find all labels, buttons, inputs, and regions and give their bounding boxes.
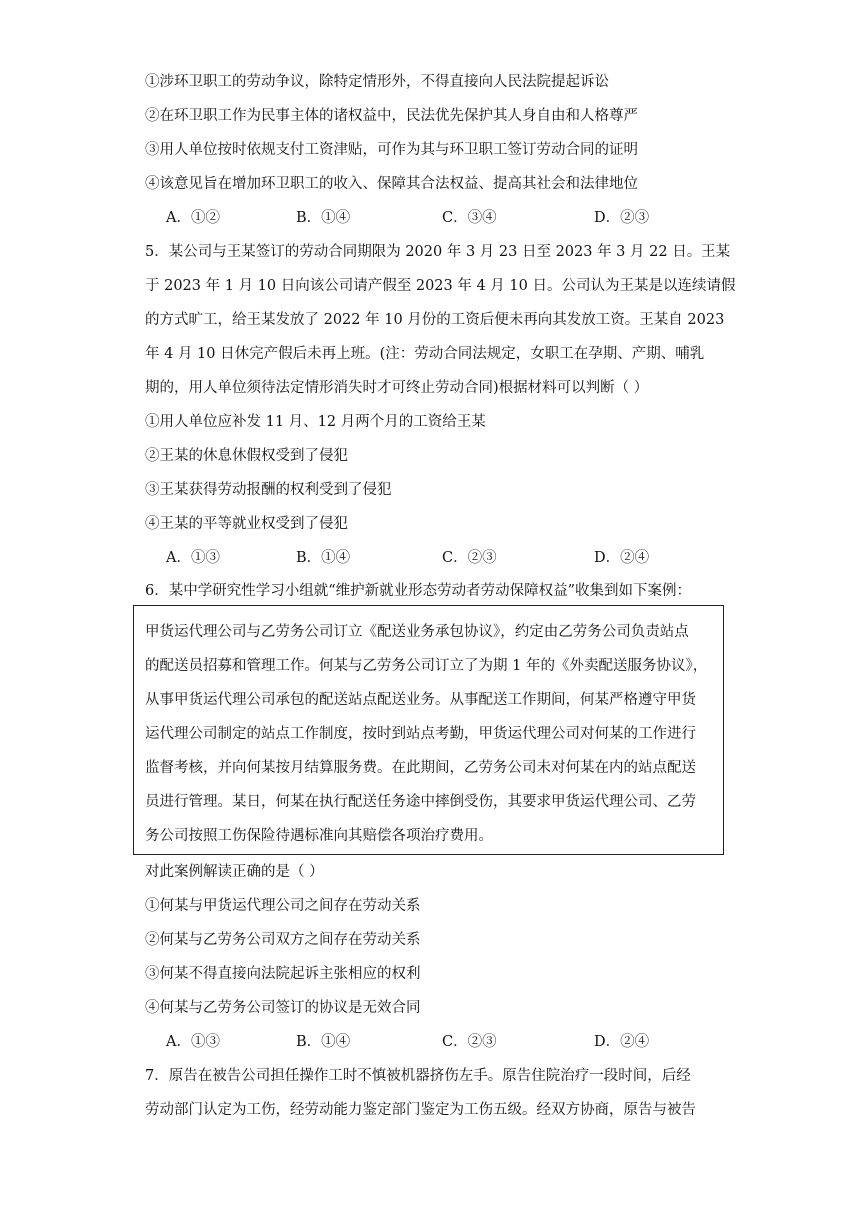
q4-choices xyxy=(166,208,726,228)
q5-choice-b: B．①④ xyxy=(296,550,351,566)
q6-case-line-6: 员进行管理。某日，何某在执行配送任务途中摔倒受伤，其要求甲货运代理公司、乙劳 xyxy=(145,794,696,810)
q6-option-4: ④何某与乙劳务公司签订的协议是无效合同 xyxy=(145,1000,421,1016)
q6-choice-c: C．②③ xyxy=(442,1034,497,1050)
q5-choices xyxy=(166,548,726,568)
q6-case-line-7: 务公司按照工伤保险待遇标准向其赔偿各项治疗费用。 xyxy=(145,828,493,844)
q4-option-1: ①涉环卫职工的劳动争议，除特定情形外，不得直接向人民法院提起诉讼 xyxy=(145,74,609,90)
q5-option-3: ③王某获得劳动报酬的权利受到了侵犯 xyxy=(145,482,392,498)
q6-choice-d: D．②④ xyxy=(594,1034,650,1050)
q5-option-1: ①用人单位应补发 11 月、12 月两个月的工资给王某 xyxy=(145,414,486,430)
q4-option-3: ③用人单位按时依规支付工资津贴，可作为其与环卫职工签订劳动合同的证明 xyxy=(145,142,638,158)
q5-choice-d: D．②④ xyxy=(594,550,650,566)
q5-option-4: ④王某的平等就业权受到了侵犯 xyxy=(145,516,348,532)
q6-case-line-3: 从事甲货运代理公司承包的配送站点配送业务。从事配送工作期间，何某严格遵守甲货 xyxy=(145,692,696,708)
q5-stem-line-5: 期的，用人单位须待法定情形消失时才可终止劳动合同)根据材料可以判断（ ） xyxy=(145,380,649,396)
q4-choice-a: A．①② xyxy=(166,210,220,226)
q5-choice-c: C．②③ xyxy=(442,550,497,566)
q4-choice-c: C．③④ xyxy=(442,210,497,226)
q6-stem: 6．某中学研究性学习小组就“维护新就业形态劳动者劳动保障权益”收集到如下案例： xyxy=(145,583,692,599)
q6-choice-b: B．①④ xyxy=(296,1034,351,1050)
q5-stem-line-2: 于 2023 年 1 月 10 日向该公司请产假至 2023 年 4 月 10 日。公司认为王某是以连续请假 xyxy=(145,278,736,294)
q6-option-1: ①何某与甲货运代理公司之间存在劳动关系 xyxy=(145,898,421,914)
q6-case-line-2: 的配送员招募和管理工作。何某与乙劳务公司订立了为期 1 年的《外卖配送服务协议》， xyxy=(145,658,708,674)
q6-case-line-5: 监督考核，并向何某按月结算服务费。在此期间，乙劳务公司未对何某在内的站点配送 xyxy=(145,760,696,776)
q4-choice-d: D．②③ xyxy=(594,210,650,226)
q6-case-line-4: 运代理公司制定的站点工作制度，按时到站点考勤，甲货运代理公司对何某的工作进行 xyxy=(145,726,696,742)
q4-choice-b: B．①④ xyxy=(296,210,351,226)
q4-option-2: ②在环卫职工作为民事主体的诸权益中，民法优先保护其人身自由和人格尊严 xyxy=(145,108,638,124)
q5-stem-line-4: 年 4 月 10 日休完产假后未再上班。(注：劳动合同法规定，女职工在孕期、产期、哺乳 xyxy=(145,346,705,362)
q6-option-2: ②何某与乙劳务公司双方之间存在劳动关系 xyxy=(145,932,421,948)
q6-question: 对此案例解读正确的是（ ） xyxy=(145,864,324,880)
q5-stem-line-3: 的方式旷工，给王某发放了 2022 年 10 月份的工资后便未再向其发放工资。王某自 2023 xyxy=(145,312,725,328)
q5-choice-a: A．①③ xyxy=(166,550,220,566)
q7-stem-line-2: 劳动部门认定为工伤，经劳动能力鉴定部门鉴定为工伤五级。经双方协商，原告与被告 xyxy=(145,1102,696,1118)
q5-stem-line-1: 5．某公司与王某签订的劳动合同期限为 2020 年 3 月 23 日至 2023 年 3 月 22 日。王某 xyxy=(145,244,731,260)
q7-stem-line-1: 7．原告在被告公司担任操作工时不慎被机器挤伤左手。原告住院治疗一段时间，后经 xyxy=(145,1068,691,1084)
q6-case-line-1: 甲货运代理公司与乙劳务公司订立《配送业务承包协议》，约定由乙劳务公司负责站点 xyxy=(145,624,689,640)
q6-case-box xyxy=(133,605,724,855)
q6-choices xyxy=(166,1032,726,1052)
q6-option-3: ③何某不得直接向法院起诉主张相应的权利 xyxy=(145,966,421,982)
q6-choice-a: A．①③ xyxy=(166,1034,220,1050)
q5-option-2: ②王某的休息休假权受到了侵犯 xyxy=(145,448,348,464)
q4-option-4: ④该意见旨在增加环卫职工的收入、保障其合法权益、提高其社会和法律地位 xyxy=(145,176,638,192)
